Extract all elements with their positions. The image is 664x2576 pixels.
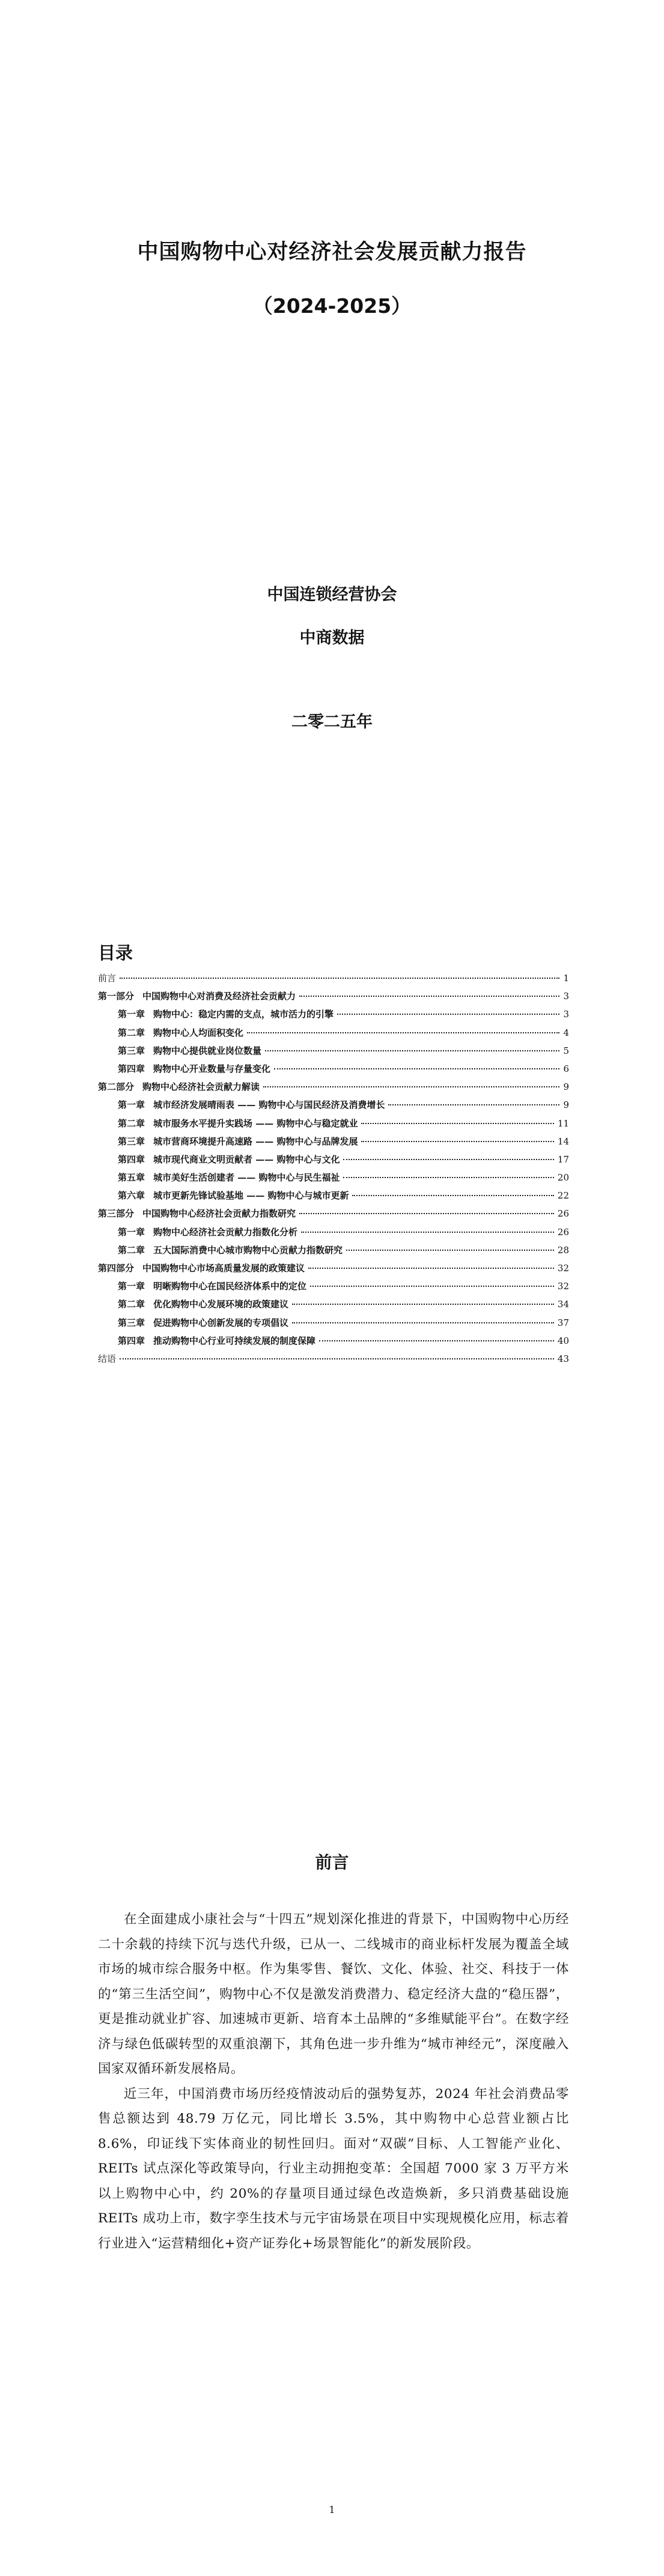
toc-entry-page: 14 (557, 1135, 569, 1147)
toc-dot-leader (388, 1104, 559, 1105)
toc-entry-page: 37 (557, 1317, 569, 1328)
toc-entry-number: 第二章 (118, 1299, 145, 1310)
toc-entry[interactable] (98, 1298, 569, 1316)
toc-dot-leader (265, 1050, 559, 1051)
toc-entry-title: 购物中心提供就业岗位数量 (153, 1045, 262, 1056)
toc-entry[interactable] (98, 1280, 569, 1298)
toc-dot-leader (292, 1304, 554, 1305)
toc-dot-leader (343, 1159, 553, 1160)
toc-entry-page: 32 (557, 1263, 569, 1274)
toc-entry[interactable] (98, 1244, 569, 1262)
toc-entry-number: 第一章 (118, 1099, 145, 1111)
toc-entry-page: 11 (557, 1117, 569, 1129)
toc-entry-number: 第一章 (118, 1281, 145, 1292)
toc-entry-number: 第二部分 (98, 1081, 135, 1093)
report-title: 中国购物中心对经济社会发展贡献力报告 (137, 240, 527, 264)
preface-body (98, 1907, 569, 2256)
preface-heading: 前言 (315, 1852, 349, 1872)
toc-entry-page: 6 (563, 1063, 569, 1074)
page-number: 1 (329, 2504, 335, 2515)
toc-dot-leader (361, 1141, 553, 1142)
toc-entry-number: 第三章 (118, 1317, 145, 1328)
toc-entry-number: 第四章 (118, 1063, 145, 1074)
toc-dot-leader (299, 996, 559, 997)
table-of-contents (98, 972, 569, 1370)
toc-entry-title: 中国购物中心市场高质量发展的政策建议 (142, 1263, 305, 1274)
toc-entry-page: 17 (557, 1153, 569, 1165)
toc-entry-number: 第五章 (118, 1172, 145, 1184)
toc-entry-page: 22 (557, 1190, 569, 1202)
toc-entry-page: 3 (563, 991, 569, 1002)
toc-entry[interactable] (98, 1334, 569, 1352)
toc-entry-number: 第三章 (118, 1135, 145, 1147)
toc-entry-page: 3 (563, 1009, 569, 1020)
toc-entry[interactable] (98, 1117, 569, 1135)
toc-entry-title: 购物中心经济社会贡献力解读 (142, 1081, 260, 1093)
toc-dot-leader (247, 1032, 559, 1033)
toc-entry-page: 5 (563, 1045, 569, 1056)
toc-heading: 目录 (98, 943, 133, 963)
toc-entry-number: 第四章 (118, 1335, 145, 1346)
toc-entry-title: 前言 (98, 973, 117, 984)
toc-entry[interactable] (98, 1080, 569, 1098)
toc-entry-title: 明晰购物中心在国民经济体系中的定位 (153, 1281, 307, 1292)
toc-entry[interactable] (98, 972, 569, 990)
toc-dot-leader (337, 1014, 559, 1015)
toc-entry[interactable] (98, 1171, 569, 1189)
toc-entry[interactable] (98, 1044, 569, 1062)
publication-year: 二零二五年 (291, 713, 373, 731)
toc-entry[interactable] (98, 1153, 569, 1171)
toc-entry[interactable] (98, 1135, 569, 1153)
toc-entry-page: 9 (563, 1099, 569, 1111)
toc-dot-leader (299, 1213, 554, 1214)
toc-entry[interactable] (98, 1207, 569, 1225)
toc-dot-leader (120, 978, 559, 979)
toc-entry-page: 34 (557, 1299, 569, 1310)
toc-entry-page: 28 (557, 1244, 569, 1256)
toc-entry[interactable] (98, 1352, 569, 1370)
report-years: （2024-2025） (252, 294, 412, 318)
toc-entry-title: 购物中心人均面积变化 (153, 1027, 244, 1038)
toc-entry-page: 9 (563, 1081, 569, 1093)
toc-entry-title: 城市现代商业文明贡献者 —— 购物中心与文化 (153, 1153, 340, 1165)
toc-entry-page: 40 (557, 1335, 569, 1346)
toc-entry-title: 推动购物中心行业可持续发展的制度保障 (153, 1335, 316, 1346)
toc-entry-title: 城市经济发展晴雨表 —— 购物中心与国民经济及消费增长 (153, 1099, 385, 1111)
toc-entry[interactable] (98, 990, 569, 1008)
toc-entry-title: 购物中心经济社会贡献力指数化分析 (153, 1226, 298, 1238)
toc-entry-number: 第二章 (118, 1117, 145, 1129)
publisher-data-firm: 中商数据 (299, 629, 365, 647)
toc-entry-title: 城市营商环境提升高速路 —— 购物中心与品牌发展 (153, 1135, 358, 1147)
toc-entry[interactable] (98, 1026, 569, 1044)
toc-entry-title: 购物中心：稳定内需的支点，城市活力的引擎 (153, 1009, 334, 1020)
toc-entry-number: 第二章 (118, 1027, 145, 1038)
toc-entry-title: 购物中心开业数量与存量变化 (153, 1063, 271, 1074)
toc-entry-number: 第三部分 (98, 1208, 135, 1220)
toc-entry-number: 第六章 (118, 1190, 145, 1202)
toc-entry[interactable] (98, 1062, 569, 1080)
toc-entry[interactable] (98, 1098, 569, 1116)
toc-entry-number: 第一章 (118, 1009, 145, 1020)
toc-dot-leader (343, 1177, 553, 1178)
toc-entry-number: 第四章 (118, 1153, 145, 1165)
toc-entry-title: 促进购物中心创新发展的专项倡议 (153, 1317, 289, 1328)
toc-entry-title: 中国购物中心对消费及经济社会贡献力 (142, 991, 296, 1002)
toc-dot-leader (308, 1268, 554, 1269)
toc-entry[interactable] (98, 1316, 569, 1334)
toc-entry-page: 32 (557, 1281, 569, 1292)
toc-entry-title: 结语 (98, 1353, 117, 1364)
toc-entry[interactable] (98, 1226, 569, 1244)
toc-dot-leader (346, 1250, 554, 1251)
toc-entry-title: 优化购物中心发展环境的政策建议 (153, 1299, 289, 1310)
toc-dot-leader (263, 1086, 559, 1087)
toc-entry[interactable] (98, 1189, 569, 1207)
toc-entry-title: 城市美好生活创建者 —— 购物中心与民生福祉 (153, 1172, 340, 1184)
toc-entry[interactable] (98, 1262, 569, 1280)
toc-entry-page: 20 (557, 1172, 569, 1184)
toc-dot-leader (301, 1232, 554, 1233)
toc-dot-leader (310, 1286, 554, 1287)
toc-dot-leader (319, 1340, 554, 1341)
toc-dot-leader (352, 1195, 553, 1196)
toc-dot-leader (274, 1068, 559, 1069)
toc-entry-page: 26 (557, 1208, 569, 1220)
toc-entry-title: 城市更新先锋试验基地 —— 购物中心与城市更新 (153, 1190, 349, 1202)
publisher-association: 中国连锁经营协会 (267, 585, 397, 604)
toc-entry-page: 4 (563, 1027, 569, 1038)
toc-entry[interactable] (98, 1008, 569, 1026)
toc-entry-title: 中国购物中心经济社会贡献力指数研究 (142, 1208, 296, 1220)
toc-entry-page: 43 (557, 1353, 569, 1364)
toc-dot-leader (120, 1358, 554, 1359)
preface-paragraph: 近三年，中国消费市场历经疫情波动后的强势复苏，2024 年社会消费品零售总额达到 48.79 万亿元，同比增长 3.5%，其中购物中心总营业额占比 8.6%，印证线下实体商业的韧性回归。面对“双碳”目标、人工智能产业化、REITs 试点深化等政策导向，行业主动拥抱变革：全国超 7000 家 3 万平方米以上购物中心中，约 20%的存量项目通过绿色改造焕新，多只消费基础设施 REITs 成功上市，数字孪生技术与元宇宙场景在项目中实现规模化应用，标志着行业进入“运营精细化+资产证券化+场景智能化”的新发展阶段。 (98, 2086, 569, 2251)
toc-entry-page: 1 (563, 973, 569, 984)
preface-paragraph: 在全面建成小康社会与“十四五”规划深化推进的背景下，中国购物中心历经二十余载的持续下沉与迭代升级，已从一、二线城市的商业标杆发展为覆盖全域市场的城市综合服务中枢。作为集零售、餐饮、文化、体验、社交、科技于一体的“第三生活空间”，购物中心不仅是激发消费潜力、稳定经济大盘的“稳压器”，更是推动就业扩容、加速城市更新、培育本土品牌的“多维赋能平台”。在数字经济与绿色低碳转型的双重浪潮下，其角色进一步升维为“城市神经元”，深度融入国家双循环新发展格局。 (98, 1912, 569, 2076)
toc-entry-number: 第一章 (118, 1226, 145, 1238)
toc-entry-number: 第四部分 (98, 1263, 135, 1274)
toc-dot-leader (292, 1322, 554, 1323)
toc-entry-number: 第三章 (118, 1045, 145, 1056)
toc-entry-page: 26 (557, 1226, 569, 1238)
toc-entry-number: 第二章 (118, 1244, 145, 1256)
toc-dot-leader (361, 1123, 553, 1124)
toc-entry-number: 第一部分 (98, 991, 135, 1002)
toc-entry-title: 五大国际消费中心城市购物中心贡献力指数研究 (153, 1244, 343, 1256)
toc-entry-title: 城市服务水平提升实践场 —— 购物中心与稳定就业 (153, 1117, 358, 1129)
